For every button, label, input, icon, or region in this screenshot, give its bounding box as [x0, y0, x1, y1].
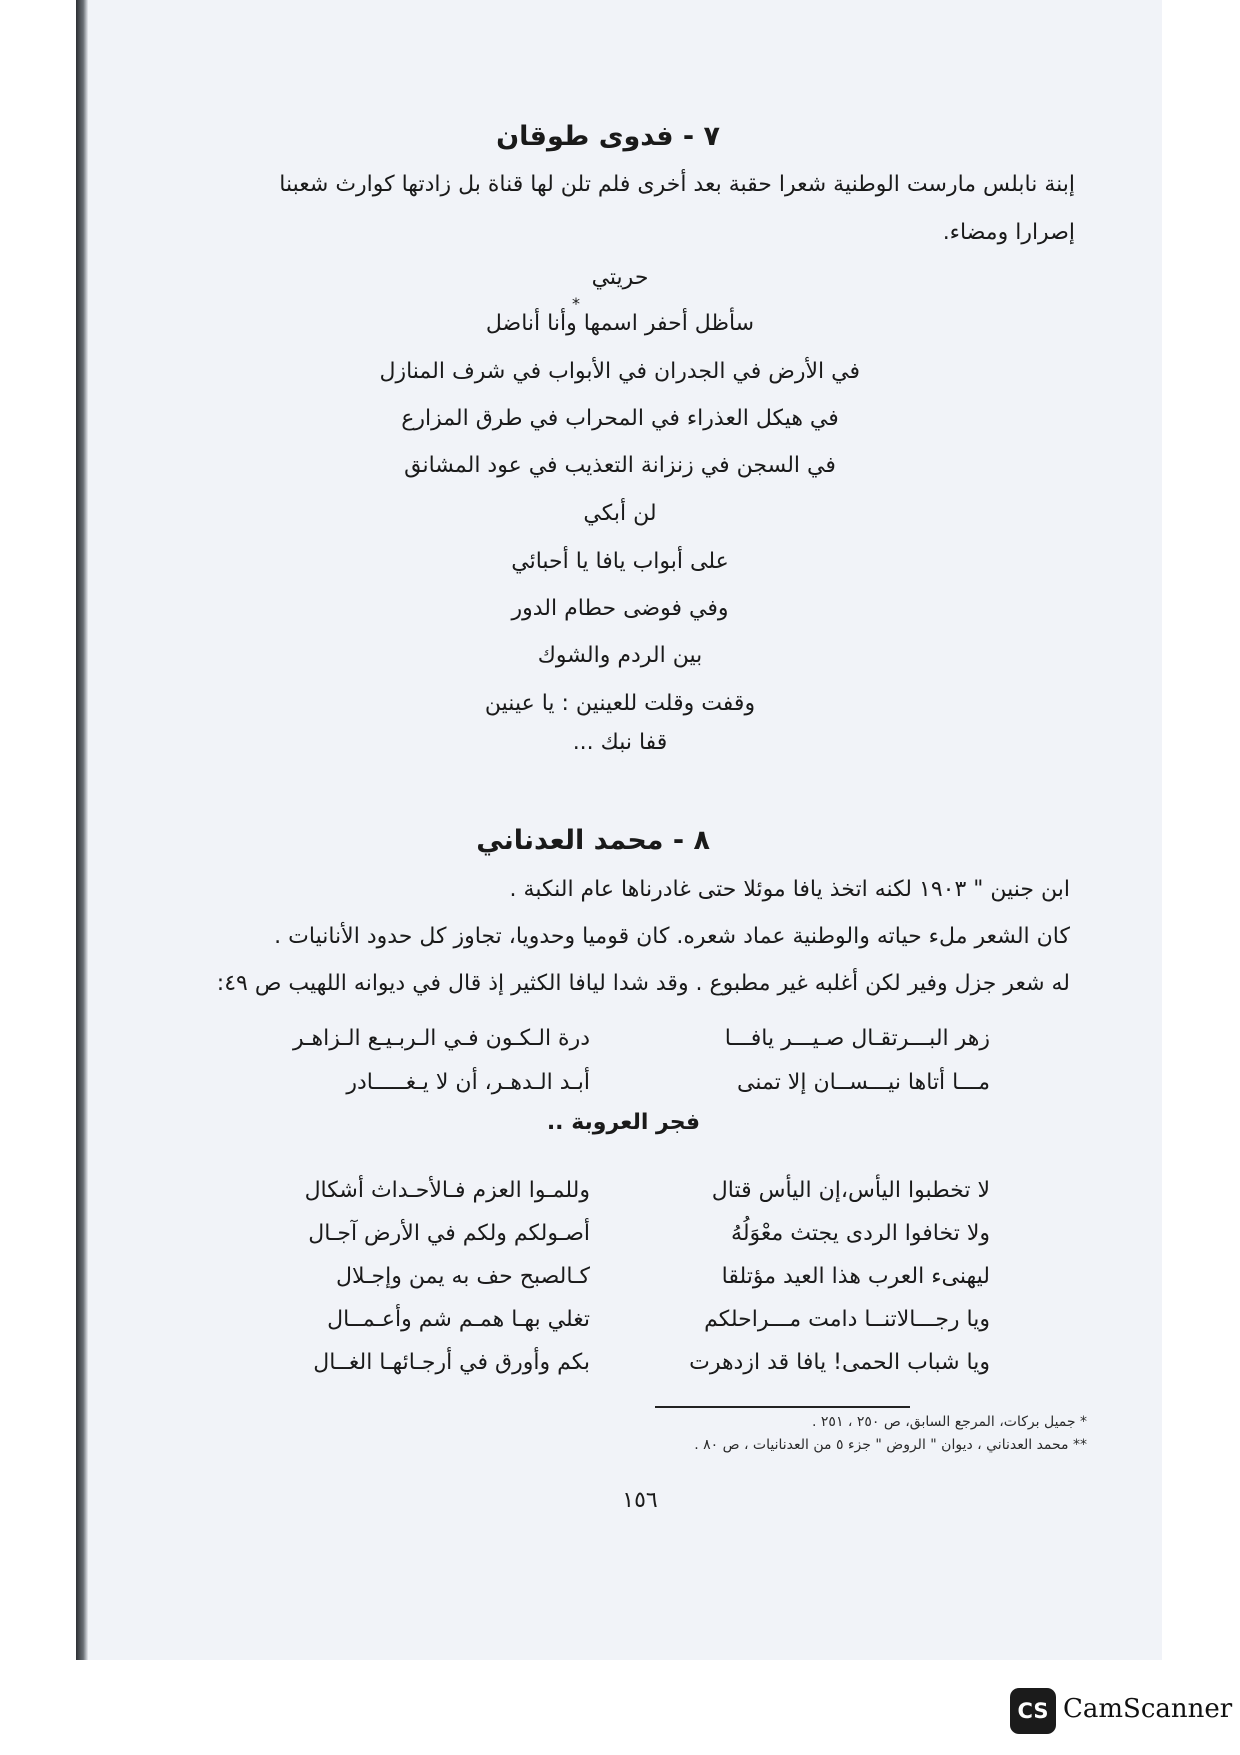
- poem-line: وفي فوضى حطام الدور: [511, 596, 729, 621]
- poem-line: لن أبكي: [583, 501, 657, 526]
- camscanner-watermark: CamScanner: [1063, 1694, 1233, 1724]
- verse-left-hemistich: بكم وأورق في أرجـائهـا الغــال: [313, 1350, 590, 1375]
- footnote-star: *: [572, 294, 580, 313]
- verse-right-hemistich: لا تخطبوا اليأس،إن اليأس قتال: [711, 1178, 990, 1203]
- poem-line: وقفت وقلت للعينين : يا عينين: [484, 691, 756, 716]
- footnote-separator: [655, 1406, 910, 1408]
- verse-right-hemistich: ويا رجـــالاتنــا دامت مـــراحلكم: [704, 1307, 990, 1332]
- poem-line: قفا نبك ...: [572, 730, 668, 755]
- section-8-paragraph-line-2: كان الشعر ملء حياته والوطنية عماد شعره. كان قوميا وحدويا، تجاوز كل حدود الأنانيات .: [274, 924, 1070, 949]
- section-7-intro-line-2: إصرارا ومضاء.: [942, 220, 1075, 245]
- verse-right-hemistich: ويا شباب الحمى! يافا قد ازدهرت: [689, 1350, 990, 1375]
- verse-left-hemistich: كـالصبح حف به يمن وإجـلال: [336, 1264, 590, 1289]
- verse-right-hemistich: ولا تخافوا الردى يجتث معْوَلُهُ: [731, 1221, 990, 1246]
- poem-title: حريتي: [591, 265, 649, 290]
- poem-line: في هيكل العذراء في المحراب في طرق المزارع: [401, 406, 839, 431]
- section-8-paragraph-line-3: له شعر جزل وفير لكن أغلبه غير مطبوع . وقد شدا ليافا الكثير إذ قال في ديوانه اللهيب ص ٤٩:: [216, 971, 1070, 996]
- poem-line: سأظل أحفر اسمها وأنا أناضل: [485, 311, 755, 336]
- footnote-2: ** محمد العدناني ، ديوان " الروض " جزء ٥ من العدنانيات ، ص ٨٠ .: [694, 1437, 1087, 1453]
- poem-line: في الأرض في الجدران في الأبواب في شرف المنازل: [379, 359, 860, 384]
- section-8-paragraph-line-1: ابن جنين " ١٩٠٣ لكنه اتخذ يافا موئلا حتى غادرناها عام النكبة .: [509, 877, 1070, 902]
- page-number: ١٥٦: [622, 1488, 658, 1513]
- footnote-1: * جميل بركات، المرجع السابق، ص ٢٥٠ ، ٢٥١ .: [812, 1414, 1087, 1430]
- section-7-intro-line-1: إبنة نابلس مارست الوطنية شعرا حقبة بعد أخرى فلم تلن لها قناة بل زادتها كوارث شعبنا: [279, 172, 1075, 197]
- section-7-heading: ٧ - فدوى طوقان: [496, 121, 720, 152]
- poem-line: في السجن في زنزانة التعذيب في عود المشانق: [404, 453, 836, 478]
- verse-left-hemistich: وللمـوا العزم فـالأحـداث أشكال: [304, 1178, 590, 1203]
- book-spine-shadow: [76, 0, 88, 1660]
- section-8-heading: ٨ - محمد العدناني: [476, 825, 710, 856]
- verse-left-hemistich: تغلي بهـا همـم شم وأعـمــال: [327, 1307, 590, 1332]
- poem-2-title: فجر العروبة ..: [546, 1110, 700, 1135]
- verse-left-hemistich: أصـولكم ولكم في الأرض آجـال: [308, 1221, 590, 1246]
- poem-line: بين الردم والشوك: [537, 643, 703, 668]
- verse-left-hemistich: أبـد الـدهـر، أن لا يـغـــــادر: [346, 1070, 590, 1095]
- camscanner-logo-icon: CS: [1010, 1688, 1056, 1734]
- verse-left-hemistich: درة الـكـون فـي الـربـيـع الـزاهـر: [292, 1026, 590, 1051]
- poem-line: على أبواب يافا يا أحبائي: [511, 549, 729, 574]
- verse-right-hemistich: ليهنىء العرب هذا العيد مؤتلقا: [721, 1264, 990, 1289]
- verse-right-hemistich: زهر البـــرتقـال صـيـــر يافـــا: [724, 1026, 990, 1051]
- verse-right-hemistich: مـــا أتاها نيـــســان إلا تمنى: [737, 1070, 990, 1095]
